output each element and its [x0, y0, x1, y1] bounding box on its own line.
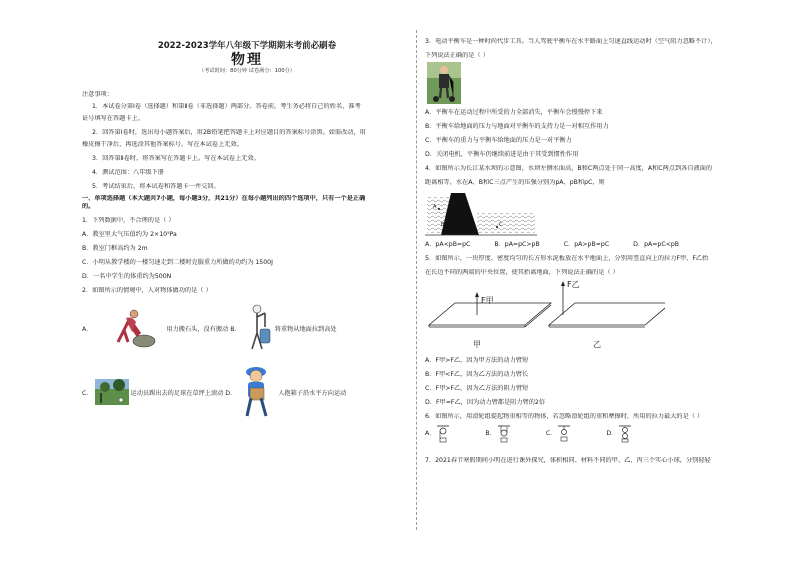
pulley-b-icon — [496, 425, 512, 443]
q2-stem: 2．如图所示的情境中，人对物体做功的是（ ） — [82, 287, 212, 294]
q1-stem: 1．下列数据中，不合理的是（ ） — [82, 217, 175, 224]
q6-option-a: A． — [425, 430, 436, 437]
notice-item-1: 1．本试卷分第Ⅰ卷（选择题）和第Ⅱ卷（非选择题）两部分。答卷前，考生务必将自己的姓名、准考 — [92, 103, 361, 110]
q2-d-figure — [236, 364, 276, 423]
q5-force-yi: F乙 — [567, 280, 580, 289]
q1-option-a: A．教室里大气压值约为 2×10⁵Pa — [82, 231, 177, 238]
q4-stem: 4．如图所示为长江某水坝的示意图，水坝左侧水面高，B和C两点处于同一高度，A和C两点到各自液面的 — [425, 165, 713, 172]
notice-item-1-cont: 证号填写在答题卡上。 — [82, 115, 144, 122]
pulley-d-icon — [617, 425, 633, 443]
q5-caption-jia: 甲 — [473, 340, 481, 349]
q4-option-c: C．pA>pB=pC — [563, 241, 610, 248]
man-lifting-weight-icon — [243, 303, 273, 353]
q2-row-ab — [82, 303, 412, 356]
pulley-c-icon — [556, 425, 572, 443]
q3-option-a: A．平衡车在运动过程中所受的力全部消失，平衡车会慢慢停下来 — [425, 109, 603, 116]
q3-figure — [427, 62, 755, 107]
balance-scooter-rider-icon — [427, 62, 461, 104]
notice-item-2: 2．回答第Ⅰ卷时，选出每小题答案后，用2B铅笔把答题卡上对应题目的答案标号涂黑。如需改动，用 — [92, 129, 366, 136]
q2-b-text: 将重物从地面拉到高处 — [274, 325, 337, 333]
q4-options — [425, 241, 755, 249]
section1-heading: 一、单项选择题（本大题共7小题，每小题3分，共21分）在每小题列出的四个选项中，只有一个是正确 — [82, 195, 366, 202]
q1-option-d: D．一名中学生的体重约为500N — [82, 273, 172, 280]
q6-stem: 6．如图所示，用滑轮组提起物重相等的物体，若忽略滑轮组的重和摩擦时，所用的拉力最大的是（ ） — [425, 413, 704, 420]
q5-caption-yi: 乙 — [593, 340, 601, 349]
right-column — [425, 38, 755, 465]
q6-option-d: D． — [606, 430, 618, 437]
person-pushing-rock-icon — [106, 308, 158, 348]
exam-title: 2022-2023学年八年级下学期期末考前必刷卷 — [157, 41, 337, 51]
q4-stem-cont: 距离相等，水在A、B和C三点产生的压强分别为pA、pB和pC，则 — [425, 179, 605, 186]
q5-captions — [425, 341, 665, 353]
q4-option-b: B．pA=pC>pB — [494, 241, 540, 248]
q2-a-figure — [106, 308, 158, 351]
q1-option-c: C．小明从教学楼的一楼匀速走到二楼时克服重力所做的功约为 1500J — [82, 259, 273, 266]
q3-stem: 3．电动平衡车是一种时尚代步工具。当人驾驶平衡车在水平路面上匀速直线运动时（空气阻力忽略不计）， — [425, 38, 717, 45]
pulley-a-icon — [435, 425, 451, 443]
q4-point-c-label: C — [499, 222, 503, 228]
exam-time-line: （考试时间：80分钟 试卷满分：100分） — [199, 68, 295, 74]
q4-point-b-label: B — [441, 222, 445, 228]
section1-heading-cont: 的。 — [82, 203, 95, 210]
q4-figure — [425, 191, 537, 237]
q6-options — [425, 425, 755, 443]
notice-item-5: 5．考试结束后，将本试卷和答题卡一并交回。 — [92, 183, 220, 190]
q2-c-figure — [95, 379, 129, 408]
q2-c-text: 运动员踢出去的足球在草坪上滚动 D． — [130, 389, 237, 397]
q3-option-d: D．关闭电机，平衡车仍继续前进是由于其受到惯性作用 — [425, 151, 579, 158]
q2-b-figure — [243, 303, 273, 356]
notice-item-3: 3．回答第Ⅱ卷时，将答案写在答题卡上。写在本试卷上无效。 — [92, 155, 260, 162]
q5-option-b: B．F甲<F乙，因为乙方法的动力臂长 — [425, 371, 529, 378]
q5-option-a: A．F甲>F乙，因为甲方法的动力臂短 — [425, 357, 529, 364]
cement-slab-diagram — [425, 281, 665, 341]
q5-force-jia: F甲 — [481, 296, 494, 305]
q2-c-label: C． — [82, 389, 93, 397]
q1-option-b: B．教室门框高约为 2m — [82, 245, 148, 252]
q2-a-text: 用力搬石头，没有搬动 B． — [166, 325, 241, 333]
q2-a-label: A． — [82, 325, 93, 333]
notice-item-4: 4．测试范围：八年级下册 — [92, 169, 164, 176]
q6-option-c: C． — [545, 430, 557, 437]
q6-option-b: B． — [485, 430, 496, 437]
q2-d-text: 人抱箱子沿水平方向运动 — [278, 389, 347, 397]
q7-stem: 7．2021春节寒假期间小明在进行课外探究，体积相同、材料不同的甲、乙、丙三个实心小球，分别轻轻 — [425, 457, 711, 464]
dam-diagram — [425, 191, 537, 237]
column-divider — [416, 30, 417, 530]
q3-option-c: C．平衡车的重力与平衡车给地面的压力是一对平衡力 — [425, 137, 572, 144]
q3-stem-cont: 下列说法正确的是（ ） — [425, 52, 489, 59]
q4-option-d: D．pA=pC<pB — [633, 241, 680, 248]
left-column — [82, 36, 412, 423]
q5-option-c: C．F甲>F乙，因为乙方法的阻力臂短 — [425, 385, 529, 392]
q3-option-b: B．平衡车给地面的压力与地面对平衡车的支持力是一对相互作用力 — [425, 123, 609, 130]
q5-stem: 5．如图所示，一块厚度、密度均匀的长方形水泥板放在水平地面上，分别用竖直向上的拉力F甲、F乙抬 — [425, 255, 709, 262]
q4-option-a: A．pA<pB=pC — [425, 241, 471, 248]
q4-point-a-label: A — [433, 204, 437, 210]
q5-stem-cont: 在长边不同的两端的中央位置，使其抬离地面，下列说法正确的是（ ） — [425, 269, 619, 276]
notice-title: 注意事项： — [82, 91, 113, 98]
q2-row-cd — [82, 364, 412, 423]
football-field-icon — [95, 379, 129, 405]
delivery-man-carrying-box-icon — [236, 364, 276, 420]
q5-option-d: D．F甲=F乙，因为动力臂都是阻力臂的2倍 — [425, 399, 546, 406]
q5-figure — [425, 281, 665, 341]
subject-title: 物理 — [231, 52, 263, 68]
notice-item-2-cont: 橡皮擦干净后，再选涂其他答案标号。写在本试卷上无效。 — [82, 141, 243, 148]
